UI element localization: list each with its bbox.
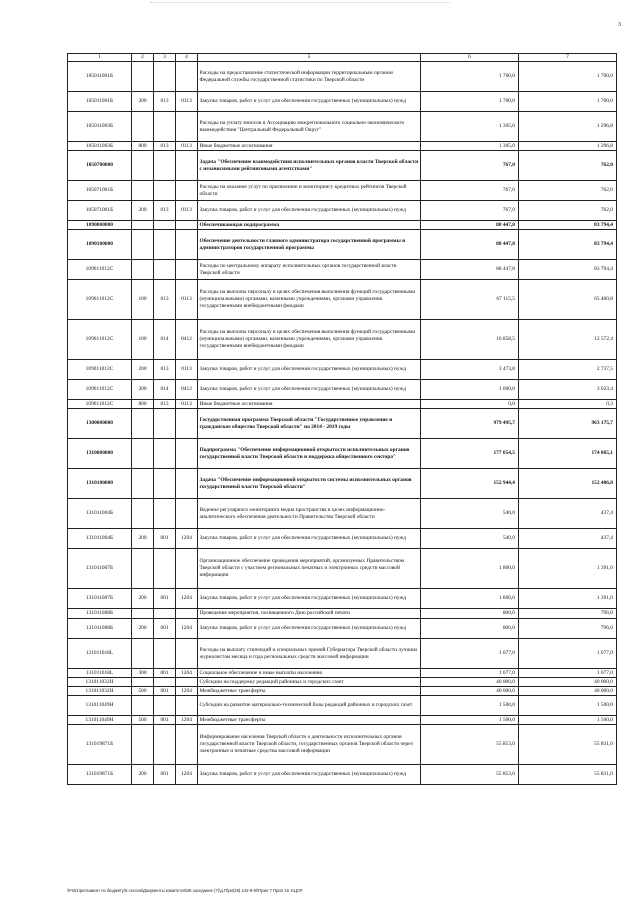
cell-subsection: 1204 xyxy=(176,619,198,639)
cell-item-name: Закупка товаров, работ и услуг для обеспечения государственных (муниципальных) нужд xyxy=(198,529,421,549)
cell-item-name: Закупка товаров, работ и услуг для обеспечения государственных (муниципальных) нужд xyxy=(198,765,421,785)
table-row xyxy=(68,639,617,669)
cell-subsection: 0113 xyxy=(176,142,198,151)
cell-planned-amount: 0,0 xyxy=(421,400,519,409)
cell-item-name: Ведение регулярного мониторинга медиа пространства в целях информационно-аналитического обеспечения деятельности Правительства Тверской области xyxy=(198,499,421,529)
table-row xyxy=(68,439,617,469)
cell-actual-amount: 796,0 xyxy=(519,609,617,619)
table-row xyxy=(68,765,617,785)
cell-expense-type: 100 xyxy=(132,320,154,360)
table-row xyxy=(68,260,617,280)
cell-item-name: Расходы по центральному аппарату исполнительных органов государственной власти Тверской области xyxy=(198,260,421,280)
cell-target-code: 131011004Б xyxy=(68,529,132,549)
cell-expense-type: 200 xyxy=(132,360,154,380)
cell-expense-type xyxy=(132,439,154,469)
cell-actual-amount: 1 500,0 xyxy=(519,696,617,716)
cell-item-name: Закупка товаров, работ и услуг для обеспечения государственных (муниципальных) нужд xyxy=(198,589,421,609)
cell-subsection: 0113 xyxy=(176,400,198,409)
table-row xyxy=(68,669,617,678)
cell-item-name: Подпрограмма "Обеспечение информационной открытости исполнительных органов государственной власти Тверской области и поддержка общественного сектора" xyxy=(198,439,421,469)
cell-actual-amount: 437,4 xyxy=(519,499,617,529)
cell-expense-type xyxy=(132,112,154,142)
cell-target-code: 105071001Б xyxy=(68,201,132,221)
table-row xyxy=(68,360,617,380)
cell-section: 014 xyxy=(154,380,176,400)
cell-item-name: Иные бюджетные ассигнования xyxy=(198,400,421,409)
cell-subsection xyxy=(176,639,198,669)
cell-subsection: 1204 xyxy=(176,687,198,696)
cell-planned-amount: 1 800,0 xyxy=(421,549,519,589)
cell-item-name: Субсидии на поддержку редакций районных и городских газет xyxy=(198,678,421,687)
cell-planned-amount: 177 054,5 xyxy=(421,439,519,469)
table-row xyxy=(68,619,617,639)
cell-planned-amount: 1 000,0 xyxy=(421,380,519,400)
cell-actual-amount: 762,0 xyxy=(519,151,617,181)
cell-actual-amount: 83 794,4 xyxy=(519,221,617,230)
cell-target-code: 131019871Б xyxy=(68,725,132,765)
cell-subsection xyxy=(176,696,198,716)
cell-target-code: 131011008Б xyxy=(68,609,132,619)
cell-actual-amount: 1 700,0 xyxy=(519,62,617,92)
cell-item-name: Государственная программа Тверской области "Государственное управление и гражданское общество Тверской области" на 2014 - 2019 годы xyxy=(198,409,421,439)
cell-subsection: 0113 xyxy=(176,280,198,320)
cell-section: 001 xyxy=(154,529,176,549)
cell-actual-amount: 40 000,0 xyxy=(519,678,617,687)
cell-section xyxy=(154,725,176,765)
cell-actual-amount: 65 460,8 xyxy=(519,280,617,320)
cell-expense-type: 200 xyxy=(132,619,154,639)
cell-section xyxy=(154,62,176,92)
cell-item-name: Расходы на предоставление статистической информации территориальным органом Федеральной службы государственной статистики по Тверской области xyxy=(198,62,421,92)
cell-actual-amount: 963 175,7 xyxy=(519,409,617,439)
cell-planned-amount: 767,0 xyxy=(421,151,519,181)
cell-planned-amount: 88 447,8 xyxy=(421,221,519,230)
cell-actual-amount: 1 077,0 xyxy=(519,669,617,678)
cell-subsection xyxy=(176,469,198,499)
cell-planned-amount: 40 000,0 xyxy=(421,687,519,696)
cell-actual-amount: 1 391,0 xyxy=(519,589,617,609)
cell-actual-amount: 1 296,8 xyxy=(519,142,617,151)
cell-item-name: Задача "Обеспечение взаимодействия исполнительных органов власти Тверской области с независимыми рейтинговыми агентствами" xyxy=(198,151,421,181)
cell-actual-amount: 2 737,5 xyxy=(519,360,617,380)
cell-expense-type xyxy=(132,221,154,230)
table-row xyxy=(68,92,617,112)
cell-planned-amount: 540,0 xyxy=(421,529,519,549)
cell-planned-amount: 3 473,8 xyxy=(421,360,519,380)
cell-target-code: 105071001Б xyxy=(68,181,132,201)
cell-target-code: 105011001Б xyxy=(68,62,132,92)
cell-actual-amount: 762,0 xyxy=(519,201,617,221)
cell-subsection xyxy=(176,499,198,529)
cell-item-name: Расходы на выплату стипендий и специальных премий Губернатора Тверской области лучшим журналистам месяца и года региональных средств массовой информации xyxy=(198,639,421,669)
cell-item-name: Межбюджетные трансферты xyxy=(198,716,421,725)
table-row xyxy=(68,201,617,221)
cell-subsection: 0113 xyxy=(176,201,198,221)
cell-expense-type xyxy=(132,260,154,280)
cell-target-code: 1300000000 xyxy=(68,409,132,439)
cell-expense-type xyxy=(132,499,154,529)
table-row xyxy=(68,230,617,260)
cell-expense-type: 100 xyxy=(132,280,154,320)
table-row xyxy=(68,725,617,765)
cell-expense-type xyxy=(132,181,154,201)
file-path-footer: \\Fs01\регламент по бюджету\5 сессия\Документы комитетов\28 заседание (7)\д.П\ри(28) 142-9-6\\Прил 7 Прил 16 .КЦСР xyxy=(67,888,303,893)
cell-item-name: Расходы на выплаты персоналу в целях обеспечения выполнения функций государственными (муниципальными) органами, казенными учреждениями, органами управления государственными внебюджетными фондами xyxy=(198,320,421,360)
cell-planned-amount: 40 000,0 xyxy=(421,678,519,687)
cell-subsection xyxy=(176,439,198,469)
table-row xyxy=(68,549,617,589)
cell-actual-amount: 55 831,0 xyxy=(519,725,617,765)
cell-expense-type xyxy=(132,230,154,260)
cell-item-name: Закупка товаров, работ и услуг для обеспечения государственных (муниципальных) нужд xyxy=(198,360,421,380)
cell-item-name: Межбюджетные трансферты xyxy=(198,687,421,696)
cell-planned-amount: 1 700,0 xyxy=(421,62,519,92)
cell-expense-type: 500 xyxy=(132,687,154,696)
cell-subsection xyxy=(176,62,198,92)
cell-section: 013 xyxy=(154,280,176,320)
cell-target-code: 131011049Н xyxy=(68,696,132,716)
cell-planned-amount: 55 853,0 xyxy=(421,765,519,785)
cell-expense-type: 200 xyxy=(132,92,154,112)
cell-target-code: 109011012С xyxy=(68,380,132,400)
header-cell: 7 xyxy=(519,54,617,62)
cell-target-code: 1090100000 xyxy=(68,230,132,260)
cell-subsection: 0412 xyxy=(176,320,198,360)
cell-expense-type: 300 xyxy=(132,669,154,678)
table-row xyxy=(68,221,617,230)
table-body xyxy=(68,54,617,785)
cell-planned-amount: 1 305,0 xyxy=(421,112,519,142)
cell-item-name: Расходы на уплату взносов в Ассоциацию межрегионального социально-экономического взаимодействия "Центральный Федеральный Округ" xyxy=(198,112,421,142)
cell-item-name: Иные бюджетные ассигнования xyxy=(198,142,421,151)
cell-planned-amount: 800,0 xyxy=(421,619,519,639)
cell-item-name: Закупка товаров, работ и услуг для обеспечения государственных (муниципальных) нужд xyxy=(198,619,421,639)
cell-section xyxy=(154,181,176,201)
cell-target-code: 131011007Б xyxy=(68,549,132,589)
cell-expense-type: 800 xyxy=(132,400,154,409)
cell-actual-amount: 1 391,0 xyxy=(519,549,617,589)
cell-subsection: 1204 xyxy=(176,589,198,609)
cell-section xyxy=(154,221,176,230)
header-cell: 5 xyxy=(198,54,421,62)
cell-planned-amount: 1 077,0 xyxy=(421,639,519,669)
table-row xyxy=(68,400,617,409)
cell-subsection xyxy=(176,221,198,230)
cell-actual-amount: 12 572,4 xyxy=(519,320,617,360)
table-row xyxy=(68,320,617,360)
cell-section: 001 xyxy=(154,765,176,785)
cell-expense-type: 200 xyxy=(132,529,154,549)
cell-target-code: 1090000000 xyxy=(68,221,132,230)
cell-item-name: Задача "Обеспечение информационной открытости системы исполнительных органов государственной власти Тверской области" xyxy=(198,469,421,499)
table-row xyxy=(68,609,617,619)
page-number: 3 xyxy=(618,22,621,28)
cell-expense-type: 200 xyxy=(132,201,154,221)
cell-section xyxy=(154,260,176,280)
cell-section xyxy=(154,409,176,439)
cell-target-code: 109011012С xyxy=(68,400,132,409)
cell-planned-amount: 1 077,0 xyxy=(421,669,519,678)
cell-subsection: 1204 xyxy=(176,765,198,785)
cell-section: 001 xyxy=(154,669,176,678)
cell-planned-amount: 88 447,8 xyxy=(421,230,519,260)
cell-planned-amount: 979 495,7 xyxy=(421,409,519,439)
cell-planned-amount: 55 853,0 xyxy=(421,725,519,765)
cell-section xyxy=(154,678,176,687)
cell-actual-amount: 152 406,8 xyxy=(519,469,617,499)
header-cell: 6 xyxy=(421,54,519,62)
cell-section xyxy=(154,499,176,529)
cell-subsection: 0113 xyxy=(176,92,198,112)
cell-planned-amount: 67 115,5 xyxy=(421,280,519,320)
cell-section xyxy=(154,230,176,260)
table-row xyxy=(68,409,617,439)
cell-expense-type: 800 xyxy=(132,142,154,151)
cell-expense-type xyxy=(132,469,154,499)
cell-section xyxy=(154,151,176,181)
cell-target-code: 131011004Б xyxy=(68,499,132,529)
table-row xyxy=(68,687,617,696)
cell-target-code: 109011012С xyxy=(68,280,132,320)
table-row xyxy=(68,62,617,92)
cell-item-name: Обеспечивающая подпрограмма xyxy=(198,221,421,230)
cell-actual-amount: 1 500,0 xyxy=(519,716,617,725)
cell-expense-type: 200 xyxy=(132,589,154,609)
cell-expense-type xyxy=(132,549,154,589)
cell-expense-type xyxy=(132,151,154,181)
cell-item-name: Расходы на выплаты персоналу в целях обеспечения выполнения функций государственными (муниципальными) органами, казенными учреждениями, органами управления государственными внебюджетными фондами xyxy=(198,280,421,320)
cell-subsection: 0113 xyxy=(176,360,198,380)
table-row xyxy=(68,380,617,400)
cell-actual-amount: 1 296,8 xyxy=(519,112,617,142)
cell-section xyxy=(154,112,176,142)
cell-item-name: Расходы на оказание услуг по присвоению и мониторингу кредитных рейтингов Тверской области xyxy=(198,181,421,201)
cell-expense-type xyxy=(132,62,154,92)
cell-actual-amount: 3 023,4 xyxy=(519,380,617,400)
header-cell: 4 xyxy=(176,54,198,62)
cell-actual-amount: 1 077,0 xyxy=(519,639,617,669)
table-row xyxy=(68,469,617,499)
table-row xyxy=(68,529,617,549)
cell-target-code: 131011007Б xyxy=(68,589,132,609)
table-row xyxy=(68,716,617,725)
cell-target-code: 131011032Н xyxy=(68,687,132,696)
cell-expense-type xyxy=(132,609,154,619)
cell-section: 001 xyxy=(154,716,176,725)
table-row xyxy=(68,280,617,320)
cell-target-code: 131011018L xyxy=(68,639,132,669)
cell-subsection: 1204 xyxy=(176,669,198,678)
cell-section: 013 xyxy=(154,201,176,221)
cell-planned-amount: 540,0 xyxy=(421,499,519,529)
cell-expense-type xyxy=(132,678,154,687)
cell-target-code: 131011032Н xyxy=(68,678,132,687)
cell-target-code: 1310000000 xyxy=(68,439,132,469)
table-row xyxy=(68,151,617,181)
cell-section: 001 xyxy=(154,687,176,696)
header-cell: 2 xyxy=(132,54,154,62)
cell-expense-type: 200 xyxy=(132,380,154,400)
cell-subsection: 1204 xyxy=(176,716,198,725)
cell-expense-type xyxy=(132,409,154,439)
budget-table xyxy=(67,53,617,785)
cell-subsection xyxy=(176,230,198,260)
cell-item-name: Закупка товаров, работ и услуг для обеспечения государственных (муниципальных) нужд xyxy=(198,201,421,221)
cell-actual-amount: 40 000,0 xyxy=(519,687,617,696)
cell-section xyxy=(154,549,176,589)
cell-subsection xyxy=(176,151,198,181)
cell-item-name: Социальное обеспечение и иные выплаты населению xyxy=(198,669,421,678)
cell-section xyxy=(154,469,176,499)
table-row xyxy=(68,112,617,142)
cell-target-code: 131019871Б xyxy=(68,765,132,785)
cell-subsection xyxy=(176,549,198,589)
cell-actual-amount: 796,0 xyxy=(519,619,617,639)
header-cell: 3 xyxy=(154,54,176,62)
cell-target-code: 131011049Н xyxy=(68,716,132,725)
cell-item-name: Информирование населения Тверской области о деятельности исполнительных органов государственной власти Тверской области, государственных органов Тверской области через электронные и печатные средства массовой информации xyxy=(198,725,421,765)
cell-section: 001 xyxy=(154,589,176,609)
table-row xyxy=(68,678,617,687)
cell-subsection xyxy=(176,112,198,142)
table-row xyxy=(68,499,617,529)
cell-subsection: 0412 xyxy=(176,380,198,400)
cell-section: 013 xyxy=(154,142,176,151)
cell-item-name: Проведение мероприятия, посвященного Дню российской печати xyxy=(198,609,421,619)
cell-planned-amount: 16 858,5 xyxy=(421,320,519,360)
cell-item-name: Закупка товаров, работ и услуг для обеспечения государственных (муниципальных) нужд xyxy=(198,380,421,400)
cell-target-code: 131011018L xyxy=(68,669,132,678)
cell-planned-amount: 800,0 xyxy=(421,609,519,619)
cell-subsection xyxy=(176,725,198,765)
cell-section xyxy=(154,696,176,716)
cell-section xyxy=(154,609,176,619)
cell-item-name: Закупка товаров, работ и услуг для обеспечения государственных (муниципальных) нужд xyxy=(198,92,421,112)
cell-actual-amount: 174 865,1 xyxy=(519,439,617,469)
cell-planned-amount: 88 447,8 xyxy=(421,260,519,280)
cell-section: 013 xyxy=(154,360,176,380)
cell-actual-amount: 1 700,0 xyxy=(519,92,617,112)
cell-section: 013 xyxy=(154,92,176,112)
cell-expense-type xyxy=(132,725,154,765)
table-header-row xyxy=(68,54,617,62)
table-row xyxy=(68,589,617,609)
cell-subsection xyxy=(176,181,198,201)
cell-target-code: 109011012С xyxy=(68,260,132,280)
cell-target-code: 109011012С xyxy=(68,320,132,360)
cell-subsection xyxy=(176,609,198,619)
cell-target-code: 109011012С xyxy=(68,360,132,380)
cell-section xyxy=(154,439,176,469)
cell-target-code: 1050700000 xyxy=(68,151,132,181)
cell-planned-amount: 1 500,0 xyxy=(421,716,519,725)
cell-expense-type: 500 xyxy=(132,716,154,725)
cell-target-code: 105011001Б xyxy=(68,92,132,112)
cell-actual-amount: 83 794,4 xyxy=(519,230,617,260)
cell-actual-amount: 762,0 xyxy=(519,181,617,201)
cell-target-code: 131011008Б xyxy=(68,619,132,639)
cell-subsection: 1204 xyxy=(176,529,198,549)
cell-subsection xyxy=(176,409,198,439)
cell-planned-amount: 1 800,0 xyxy=(421,589,519,609)
cell-target-code: 105011003Б xyxy=(68,112,132,142)
cell-expense-type: 200 xyxy=(132,765,154,785)
cell-actual-amount: 437,4 xyxy=(519,529,617,549)
cell-section xyxy=(154,639,176,669)
table-row xyxy=(68,142,617,151)
cell-subsection xyxy=(176,260,198,280)
scan-artifact xyxy=(150,2,450,7)
cell-planned-amount: 152 944,4 xyxy=(421,469,519,499)
header-cell: 1 xyxy=(68,54,132,62)
cell-actual-amount: 55 831,0 xyxy=(519,765,617,785)
cell-subsection xyxy=(176,678,198,687)
cell-planned-amount: 1 700,0 xyxy=(421,92,519,112)
cell-planned-amount: 1 500,0 xyxy=(421,696,519,716)
cell-planned-amount: 767,0 xyxy=(421,181,519,201)
cell-item-name: Обеспечение деятельности главного администратора государственной программы и администраторов государственной программы xyxy=(198,230,421,260)
cell-item-name: Субсидии на развитие материально-технической базы редакций районных и городских газет xyxy=(198,696,421,716)
cell-actual-amount: 0,3 xyxy=(519,400,617,409)
cell-expense-type xyxy=(132,696,154,716)
cell-section: 013 xyxy=(154,400,176,409)
cell-target-code: 1310100000 xyxy=(68,469,132,499)
cell-actual-amount: 83 794,4 xyxy=(519,260,617,280)
cell-section: 001 xyxy=(154,619,176,639)
cell-target-code: 105011003Б xyxy=(68,142,132,151)
cell-expense-type xyxy=(132,639,154,669)
cell-item-name: Организационное обеспечение проведения мероприятий, организуемых Правительством Тверской области с участием региональных печатных и электронных средств массовой информации xyxy=(198,549,421,589)
cell-planned-amount: 1 305,0 xyxy=(421,142,519,151)
table-row xyxy=(68,181,617,201)
cell-planned-amount: 767,0 xyxy=(421,201,519,221)
cell-section: 014 xyxy=(154,320,176,360)
table-row xyxy=(68,696,617,716)
